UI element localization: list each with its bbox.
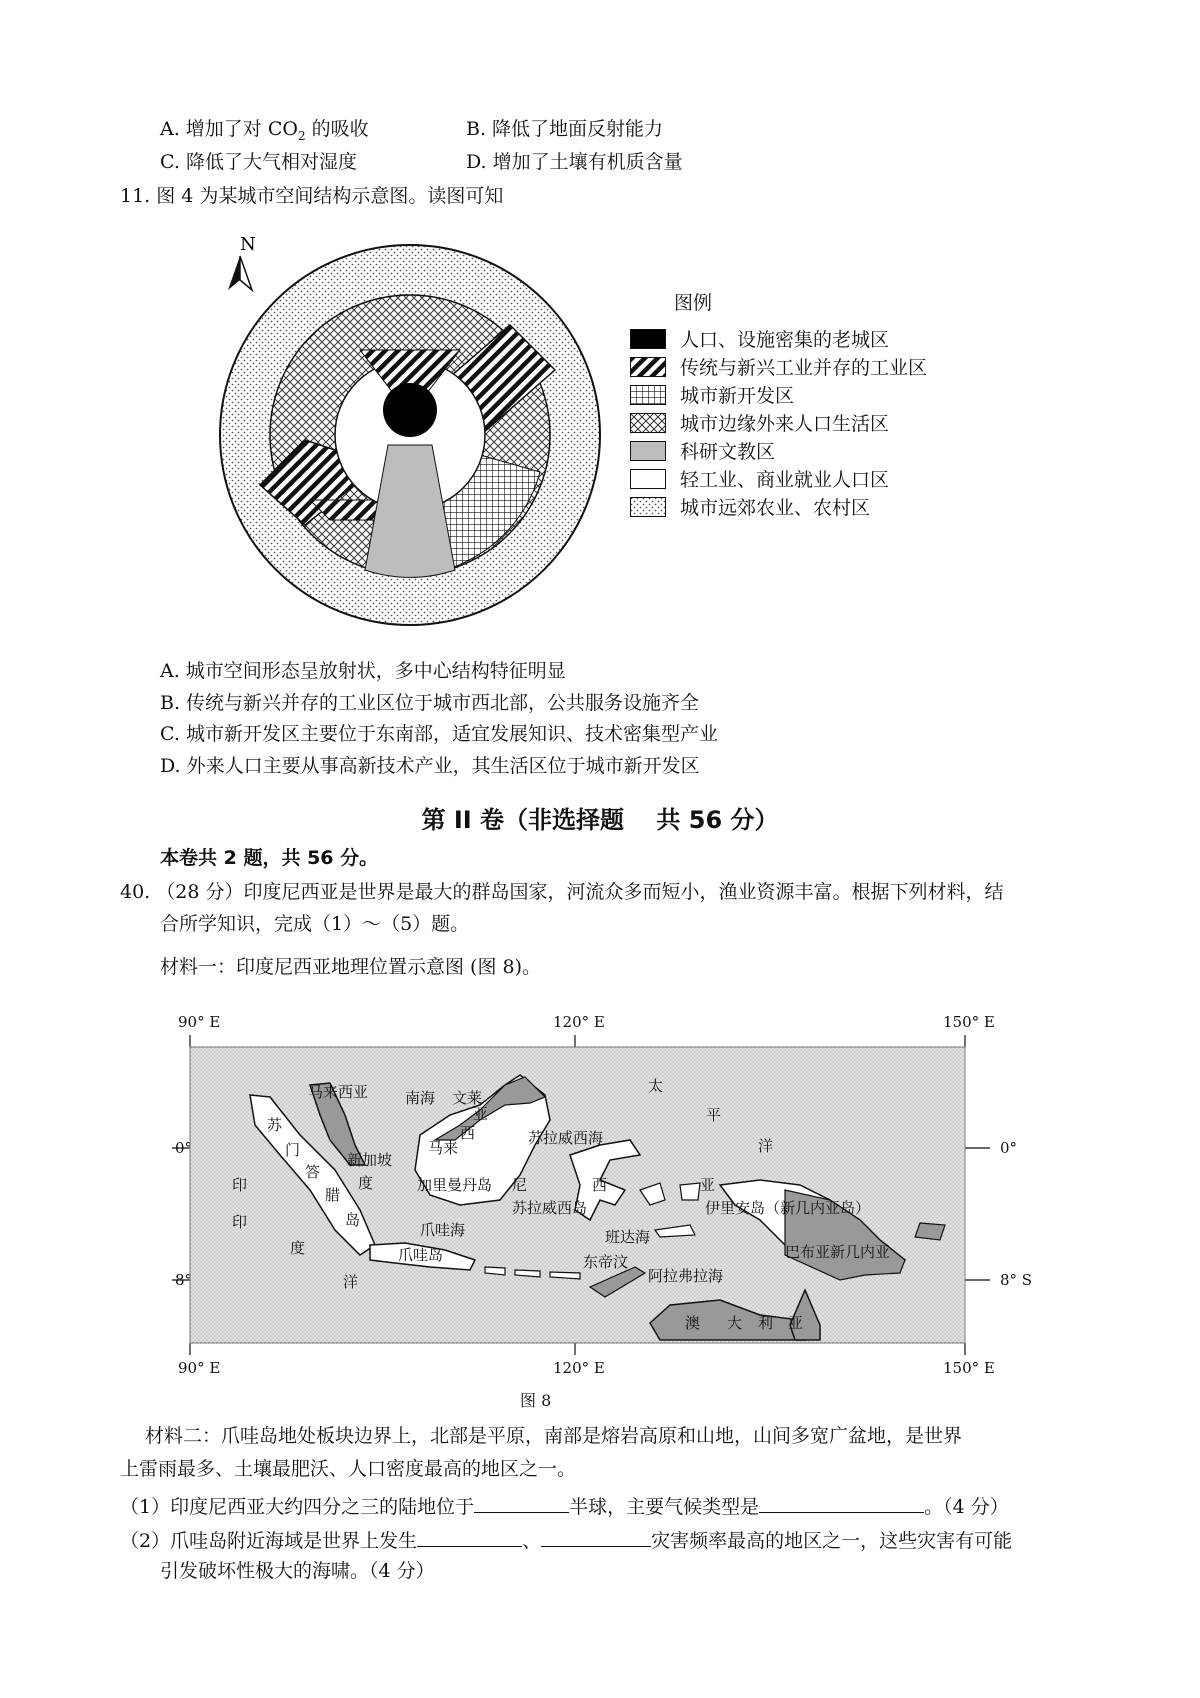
q10-option-c: C. 降低了大气相对湿度 — [160, 151, 357, 173]
label-timor: 东帝汶 — [583, 1253, 629, 1271]
label-pacific-2: 平 — [706, 1106, 722, 1124]
indonesia-map — [160, 1005, 1040, 1385]
legend-item-commerce: 轻工业、商业就业人口区 — [630, 468, 889, 492]
q11-option-b: B. 传统与新兴并存的工业区位于城市西北部，公共服务设施齐全 — [160, 692, 700, 714]
label-sulawesi-sea: 苏拉威西海 — [528, 1129, 604, 1147]
section-intro: 本卷共 2 题，共 56 分。 — [160, 847, 379, 869]
label-xi: 西 — [460, 1124, 476, 1142]
label-au-3: 利 — [758, 1314, 774, 1332]
label-png: 巴布亚新几内亚 — [785, 1243, 891, 1261]
q40-stem-2: 合所学知识，完成（1）～（5）题。 — [160, 913, 470, 935]
label-java-sea: 爪哇海 — [420, 1221, 466, 1239]
label-indian-du: 度 — [290, 1239, 306, 1257]
label-malaysia-west: 马来西亚 — [308, 1083, 369, 1101]
q11-option-a: A. 城市空间形态呈放射状，多中心结构特征明显 — [160, 660, 566, 682]
answer-blank-climate[interactable] — [759, 1492, 924, 1513]
material-2-line-1: 材料二：爪哇岛地处板块边界上，北部是平原，南部是熔岩高原和山地，山间多宽广盆地，是世界 — [145, 1425, 963, 1447]
lon-90-top: 90° E — [178, 1013, 221, 1031]
answer-blank-hemisphere[interactable] — [474, 1492, 569, 1513]
swatch-migrant — [630, 413, 666, 433]
material-2-line-2: 上雷雨最多、土壤最肥沃、人口密度最高的地区之一。 — [120, 1458, 577, 1480]
city-structure-diagram — [210, 230, 610, 640]
label-au-2: 大 — [727, 1314, 743, 1332]
swatch-industrial — [630, 357, 666, 377]
legend-item-rural: 城市远郊农业、农村区 — [630, 496, 870, 520]
lon-150-bottom: 150° E — [943, 1359, 995, 1377]
q11-option-c: C. 城市新开发区主要位于东南部，适宜发展知识、技术密集型产业 — [160, 723, 718, 745]
label-ya: 亚 — [473, 1105, 489, 1123]
label-au-4: 亚 — [788, 1314, 804, 1332]
label-pacific-1: 太 — [648, 1077, 664, 1095]
swatch-commerce — [630, 469, 666, 489]
label-xi-2: 西 — [592, 1176, 608, 1194]
swatch-old-town — [630, 329, 666, 349]
label-ni: 尼 — [512, 1176, 528, 1194]
label-indian-yang: 洋 — [343, 1273, 359, 1291]
label-brunei: 文莱 — [452, 1089, 483, 1107]
lon-120-top: 120° E — [553, 1013, 605, 1031]
label-singapore: 新加坡 — [347, 1151, 393, 1169]
label-la: 腊 — [325, 1186, 341, 1204]
label-au-1: 澳 — [685, 1314, 701, 1332]
answer-blank-hazard-2[interactable] — [541, 1526, 651, 1547]
label-su: 苏 — [267, 1116, 283, 1134]
legend-item-old-town: 人口、设施密集的老城区 — [630, 328, 889, 352]
north-arrow-icon — [228, 256, 240, 290]
lat-8s-right: 8° S — [1000, 1271, 1033, 1289]
label-men: 门 — [285, 1141, 301, 1159]
label-south-china-sea: 南海 — [405, 1089, 436, 1107]
label-banda-sea: 班达海 — [605, 1228, 651, 1246]
label-dao: 岛 — [345, 1211, 361, 1229]
label-ya-2: 亚 — [700, 1176, 716, 1194]
swatch-new-development — [630, 385, 666, 405]
figure-8-caption: 图 8 — [520, 1391, 552, 1410]
q11-stem: 11. 图 4 为某城市空间结构示意图。读图可知 — [120, 185, 504, 207]
legend-title: 图例 — [674, 292, 713, 314]
sub-question-1: （1）印度尼西亚大约四分之三的陆地位于 半球，主要气候类型是 。（4 分） — [120, 1492, 1009, 1520]
lat-0-right: 0° — [1000, 1139, 1018, 1157]
q11-option-d: D. 外来人口主要从事高新技术产业，其生活区位于城市新开发区 — [160, 755, 700, 777]
legend-item-science: 科研文教区 — [630, 440, 775, 464]
label-arafura-sea: 阿拉弗拉海 — [648, 1267, 724, 1285]
label-yin-1: 印 — [232, 1176, 248, 1194]
section-title: 第 II 卷（非选择题 共 56 分） — [421, 806, 779, 834]
swatch-science — [630, 441, 666, 461]
sub-question-2: （2）爪哇岛附近海域是世界上发生 、 灾害频率最高的地区之一，这些灾害有可能 — [120, 1526, 1012, 1554]
material-1: 材料一：印度尼西亚地理位置示意图 (图 8)。 — [160, 956, 541, 978]
lon-120-bottom: 120° E — [553, 1359, 605, 1377]
sub-question-2-line-2: 引发破坏性极大的海啸。（4 分） — [160, 1560, 435, 1582]
answer-blank-hazard-1[interactable] — [417, 1526, 522, 1547]
q40-stem-1: 40. （28 分）印度尼西亚是世界是最大的群岛国家，河流众多而短小，渔业资源丰富。根据下列材料，结 — [120, 881, 1004, 903]
q10-option-d: D. 增加了土壤有机质含量 — [466, 151, 683, 173]
lon-150-top: 150° E — [943, 1013, 995, 1031]
old-town-zone — [383, 383, 437, 437]
label-pacific-3: 洋 — [758, 1137, 774, 1155]
label-kalimantan: 加里曼丹岛 — [417, 1176, 493, 1194]
label-java: 爪哇岛 — [398, 1246, 444, 1264]
north-label: N — [240, 234, 256, 255]
q10-option-b: B. 降低了地面反射能力 — [466, 118, 664, 140]
q10-option-a: A. 增加了对 $CO_2$ 的吸收 — [160, 118, 369, 143]
label-irian: 伊里安岛（新几内亚岛） — [705, 1199, 871, 1217]
label-yin-2: 印 — [232, 1213, 248, 1231]
label-da: 答 — [305, 1163, 321, 1181]
lon-90-bottom: 90° E — [178, 1359, 221, 1377]
swatch-rural — [630, 497, 666, 517]
label-du: 度 — [358, 1174, 374, 1192]
legend-item-new-development: 城市新开发区 — [630, 384, 794, 408]
legend-item-migrant: 城市边缘外来人口生活区 — [630, 412, 889, 436]
legend-item-industrial: 传统与新兴工业并存的工业区 — [630, 356, 927, 380]
label-sulawesi: 苏拉威西岛 — [512, 1199, 588, 1217]
label-malai: 马来 — [428, 1139, 459, 1157]
